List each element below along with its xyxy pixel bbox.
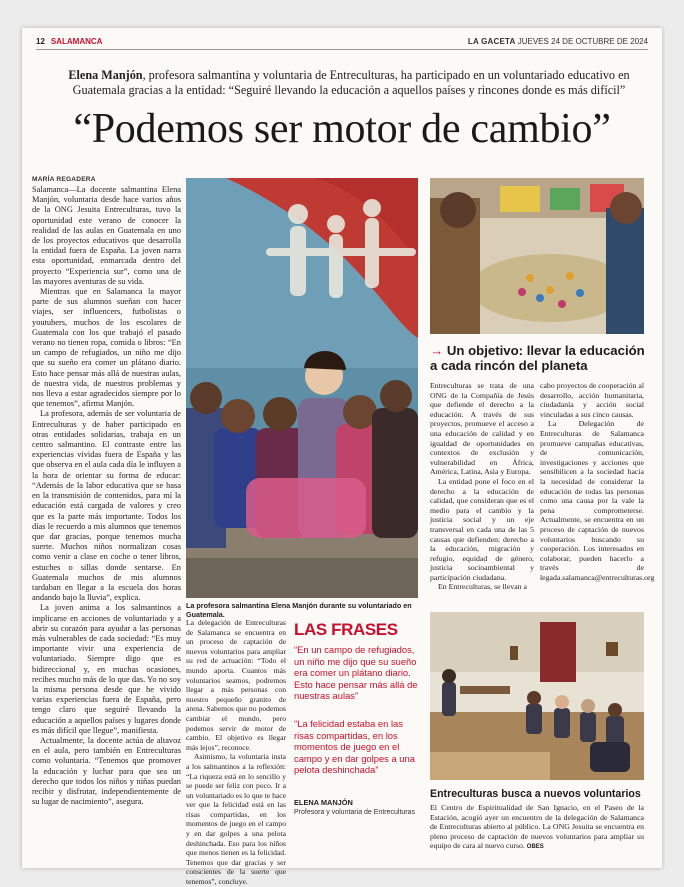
- section-name: SALAMANCA: [50, 37, 103, 46]
- objetivo-paragraph: Entreculturas se trata de una ONG de la Compañía de Jesús que defiende el derecho a la educación. A través de sus proyectos, promueve el acceso a una educación de calidad y en igualdad de oportunidades en contextos de exclusión y vulnerabilidad en África, América, Latina, Asia y Europa.: [430, 381, 534, 477]
- article-column-1: [32, 185, 181, 865]
- page-number: 12: [36, 37, 45, 46]
- classroom-photo: [430, 178, 644, 334]
- lead-paragraph: [56, 68, 642, 98]
- col1-paragraph: La joven anima a los salmantinos a implicarse en acciones de voluntariado y a abrir su corazón para ayudar a las personas más vulnerables de cada sociedad: “Es muy importante vivir una experiencia de voluntariado. Siempre digo que es bidireccional y, en muchas ocasiones, recibes mucho más de lo que das. Yo no soy la misma persona desde que he vivido varias experiencias fuera de España, pero tengo claro que seguiré llevando la educación a aquellos países y lugares donde es más difícil que llegue”, manifiesta.: [32, 603, 181, 735]
- header-rule: [36, 49, 648, 50]
- newspaper-name: LA GACETA: [467, 37, 516, 46]
- photo-credit: OBES: [526, 844, 544, 851]
- objetivo-column-a: [430, 381, 534, 601]
- col1-paragraph: Salamanca—La docente salmantina Elena Manjón, voluntaria desde hace varios años de la ONG Jesuita Entreculturas, tuvo la oportunidad este verano de conocer la realidad de las aulas en Guatemala en uno de los proyectos educativos que desarrolla la entidad fuera de España. La joven narra esta oportunidad, enmarcada dentro del proyecto “Experiencia sur”, como una de las mayores aventuras de su vida.: [32, 185, 181, 286]
- col2-paragraph: Asimismo, la voluntaria insta a los salmantinos a la reflexión: “La riqueza está en lo sencillo y se puede ser feliz con poco. Ir a un voluntariado es lo que te hace ver que la felicidad está en las risas compartidas, en los momentos de juego en el campo y en dar golpes a una pelota deshinchada. Eso para los niños que menos tienen es la felicidad. Tenemos que dar gracias y ser conscientes de la suerte que tenemos”, concluye.: [186, 752, 286, 887]
- main-photo-caption: La profesora salmantina Elena Manjón durante su voluntariado en Guatemala.: [186, 601, 412, 619]
- meeting-photo-illustration: [430, 612, 644, 780]
- byline: MARÍA REGADERA: [32, 176, 96, 183]
- arrow-icon: →: [430, 343, 447, 358]
- col2-paragraph: La delegación de Entreculturas de Salamanca se encuentra en un proceso de captación de nuevos voluntarios para ampliar su red de actuación: “Todo el mundo aporta. Cuantos más voluntarios seamos, podremos llegar a más personas con nuestro pequeño granito de arena. Sabemos que no podemos cambiar el mundo, pero podemos servir de motor de cambio. El objetivo es llegar más lejos”, reconoce.: [186, 618, 286, 752]
- col1-paragraph: Mientras que en Salamanca la mayor parte de sus alumnos sueñan con hacer viajes, ser influencers, futbolistas o youtubers, muchos de los escolares de Guatemala con los que trabajó el pasado verano no tienen ropa, comida o libros: “En un campo de refugiados, un niño me dijo que su sueño era comer un plátano diario. Esto hace pensar más allá de nuestras aulas, de nuestra vida, de nuestros problemas y nos lleva a estar agradecidos siempre por lo que tenemos”, afirma Manjón.: [32, 287, 181, 409]
- objetivo-paragraph: En Entreculturas, se llevan a: [438, 582, 527, 592]
- children-photo-illustration: [186, 178, 418, 598]
- objetivo-column-b: [540, 381, 655, 601]
- quote-2: “La felicidad estaba en las risas compartidas, en los momentos de juego en el campo y en dar golpes a una pelota deshinchada”: [294, 718, 415, 776]
- page-header: [36, 37, 648, 49]
- objetivo-paragraph: La Delegación de Entreculturas de Salamanca promueve campañas educativas, de comunicación, investigaciones y acciones que sensibilicen a la sociedad hacia la necesidad de considerar la educación de todas las personas como una causa por la vale la pena comprometerse. Actualmente, se encuentra en un proceso de captación de nuevos voluntarios buscando su cooperación. Los interesados en colaborar, pueden hacerlo a través de legada.salamanca@entreculturas.org: [540, 419, 655, 582]
- objetivo-title-text: Un objetivo: llevar la educación a cada rincón del planeta: [430, 343, 645, 373]
- classroom-photo-illustration: [430, 178, 644, 334]
- issue-date: JUEVES 24 DE OCTUBRE DE 2024: [517, 37, 648, 46]
- main-photo: [186, 178, 418, 598]
- objetivo-paragraph: cabo proyectos de cooperación al desarrollo, acción humanitaria, ciudadanía y acción social vinculadas a sus cinco causas.: [540, 381, 644, 419]
- newspaper-page: [22, 28, 662, 887]
- bottom-paragraph: [430, 803, 644, 853]
- bottom-paragraph-text: El Centro de Espiritualidad de San Ignacio, en el Paseo de la Estación, acogió ayer un encuentro de la delegación de Salamanca de Entreculturas abierto al público. La ONG Jesuita se encuentra en pleno proceso de captación de nuevos voluntarios para ampliar su equipo de cara al nuevo curso.: [430, 803, 644, 851]
- lead-text: , profesora salmantina y voluntaria de Entreculturas, ha participado en un voluntariado educativo en Guatemala gracias a la entidad: “Seguiré llevando la educación a aquellos países y rincones donde es más difícil”: [72, 68, 630, 97]
- objetivo-paragraph: La entidad pone el foco en el derecho a la educación de calidad, que consideran que es el medio para el cambio y la justicia social y un eje transversal en cada una de las 5 causas que defienden: derecho a la educación, migración y refugio, equidad de género, justicia socioambiental y participación ciudadana.: [430, 476, 534, 582]
- masthead-date: [468, 37, 648, 46]
- col1-paragraph: La profesora, además de ser voluntaria de Entreculturas y de haber participado en otras entidades solidarias, trabaja en un centro salmantino. El contraste entre las experiencias vividas fuera de España y las que observa en el aula cada día le influyen a la hora de orientar su forma de educar: “Además de la labor educativa que se basa en la transmisión de contenidos, para mí la educación está cargada de valores y creo que es la parte más importante. Todos los días le recuerdo a mis alumnos que tenemos que dar gracias, porque tenemos mucha suerte. Muchos niños normalizan cosas como venir a clase en coche o tener libros, estuches o sillas donde sentarse. En Guatemala muchos de mis alumnos tardaban en llegar a la escuela dos horas andando bajo la lluvia”, explica.: [32, 409, 181, 603]
- bottom-text: [430, 803, 644, 853]
- meeting-photo: [430, 612, 644, 780]
- frases-title: LAS FRASES: [294, 620, 398, 639]
- objetivo-title: [430, 343, 646, 373]
- headline: “Podemos ser motor de cambio”: [73, 106, 611, 152]
- quote-author-role: Profesora y voluntaria de Entreculturas: [294, 809, 416, 816]
- article-column-2: [186, 618, 286, 887]
- bottom-title: Entreculturas busca a nuevos voluntarios: [430, 788, 641, 800]
- lead-name: Elena Manjón: [68, 68, 143, 82]
- col1-paragraph: Actualmente, la docente actúa de altavoz en el aula, pero también en Entreculturas como voluntaria. “Tenemos que promover la educación y luchar para que sea un derecho que todos los niños y niñas puedan recibir y disfrutar, independientemente de su lugar de nacimiento”, asegura.: [32, 735, 181, 807]
- quote-1: “En un campo de refugiados, un niño me dijo que su sueño era comer un plátano diario. Esto hace pensar más allá de nuestras aulas”: [294, 644, 418, 702]
- quote-author: ELENA MANJÓN: [294, 798, 353, 807]
